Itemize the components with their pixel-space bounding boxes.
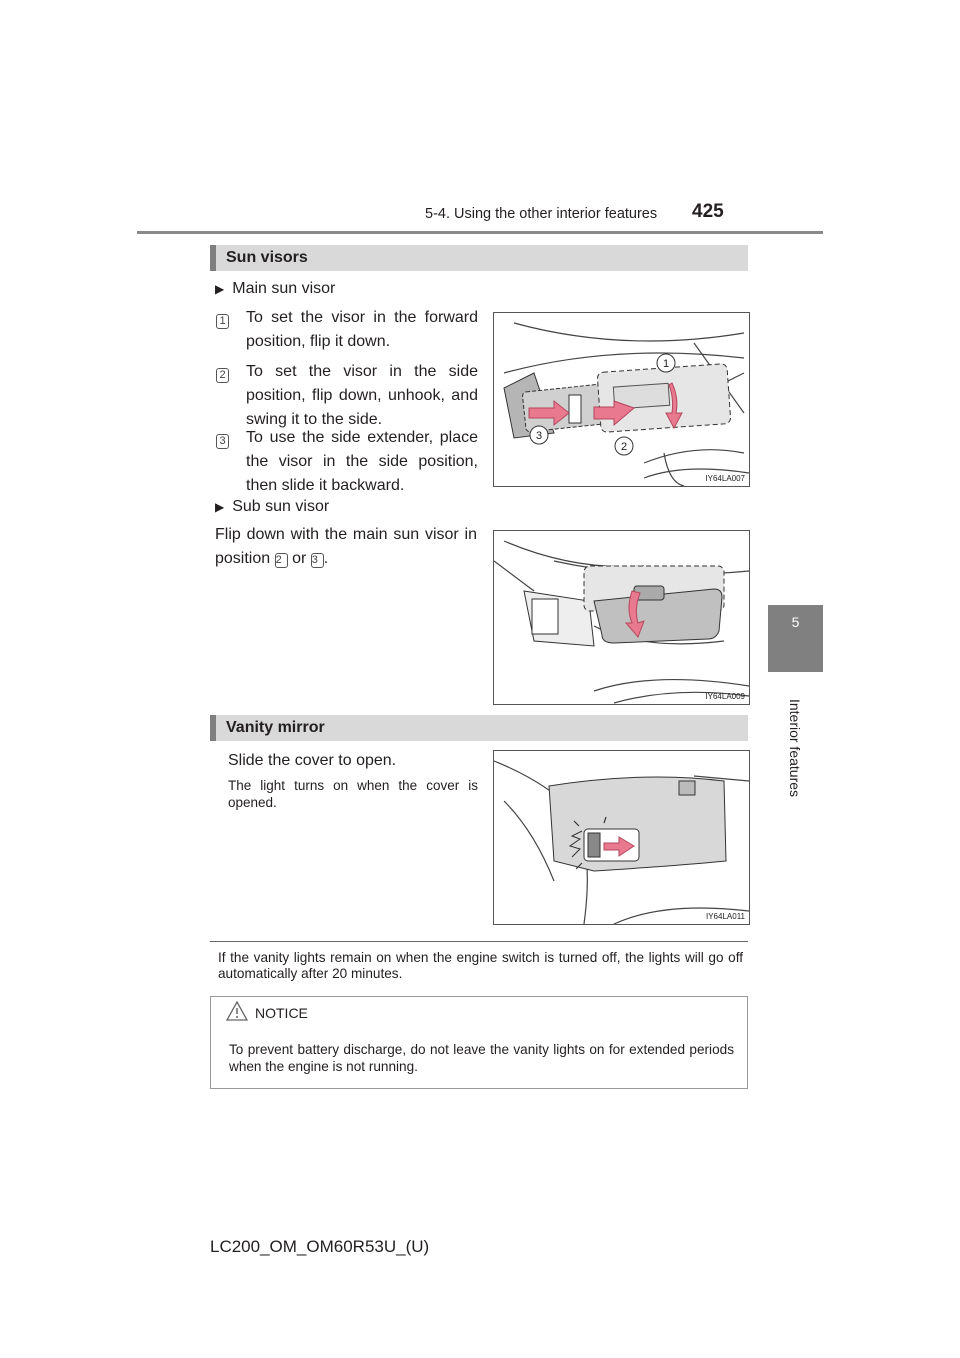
vanity-mirror-title: Vanity mirror bbox=[226, 719, 325, 736]
step-badge-2: 2 bbox=[216, 365, 229, 383]
sub-visor-figure bbox=[493, 530, 750, 705]
fig1-callout-3: 3 bbox=[535, 430, 543, 442]
warning-triangle-icon bbox=[226, 1001, 248, 1021]
figure-code-1: IY64LA007 bbox=[705, 474, 745, 483]
notice-box bbox=[210, 996, 748, 1089]
sub-visor-text-or: or bbox=[292, 550, 307, 567]
sun-visors-heading bbox=[210, 245, 748, 271]
sub-visor-text bbox=[215, 523, 477, 571]
document-code: LC200_OM_OM60R53U_(U) bbox=[210, 1237, 430, 1256]
figure-code-3: IY64LA011 bbox=[706, 912, 745, 921]
main-visor-bullet bbox=[215, 277, 335, 301]
step-2-text: To set the visor in the side position, flip down, unhook, and swing it to the side. bbox=[246, 363, 478, 428]
step-3-text: To use the side extender, place the visor in the side position, then slide it backward. bbox=[246, 429, 478, 494]
vanity-instruction: Slide the cover to open. bbox=[228, 752, 397, 769]
triangle-bullet-icon: ▶ bbox=[215, 282, 225, 296]
notice-text: To prevent battery discharge, do not leave the vanity lights on for extended periods when the engine is not running. bbox=[229, 1042, 734, 1074]
page-number: 425 bbox=[692, 201, 724, 222]
header-rule bbox=[137, 231, 823, 234]
figure-code-2: IY64LA009 bbox=[705, 692, 745, 701]
sub-visor-bullet bbox=[215, 495, 329, 519]
fig1-callout-2: 2 bbox=[620, 441, 628, 453]
sub-visor-text-a: Flip down with the main sun visor in position bbox=[215, 526, 477, 567]
step-badge-3: 3 bbox=[216, 431, 229, 449]
info-rule bbox=[210, 941, 748, 942]
main-visor-figure bbox=[493, 312, 750, 487]
chapter-label: Interior features bbox=[787, 698, 803, 798]
sun-visors-title: Sun visors bbox=[226, 249, 308, 266]
step-1-text: To set the visor in the forward position, flip it down. bbox=[246, 309, 478, 350]
sub-visor-text-end: . bbox=[323, 550, 329, 567]
sub-visor-label: Sub sun visor bbox=[232, 498, 330, 515]
chapter-number: 5 bbox=[791, 614, 800, 630]
step-badge-1: 1 bbox=[216, 311, 229, 329]
vanity-note: The light turns on when the cover is opened. bbox=[228, 778, 478, 810]
section-heading: 5-4. Using the other interior features bbox=[425, 206, 658, 222]
step-ref-2: 2 bbox=[275, 553, 288, 568]
step-ref-3: 3 bbox=[311, 553, 324, 568]
notice-title: NOTICE bbox=[255, 1005, 308, 1021]
main-visor-label: Main sun visor bbox=[232, 280, 336, 297]
vanity-mirror-heading bbox=[210, 715, 748, 741]
triangle-bullet-icon: ▶ bbox=[215, 500, 225, 514]
fig1-callout-1: 1 bbox=[662, 358, 670, 370]
vanity-mirror-figure bbox=[493, 750, 750, 925]
auto-off-info: If the vanity lights remain on when the engine switch is turned off, the lights will go off automatically after 20 minutes. bbox=[218, 950, 743, 981]
